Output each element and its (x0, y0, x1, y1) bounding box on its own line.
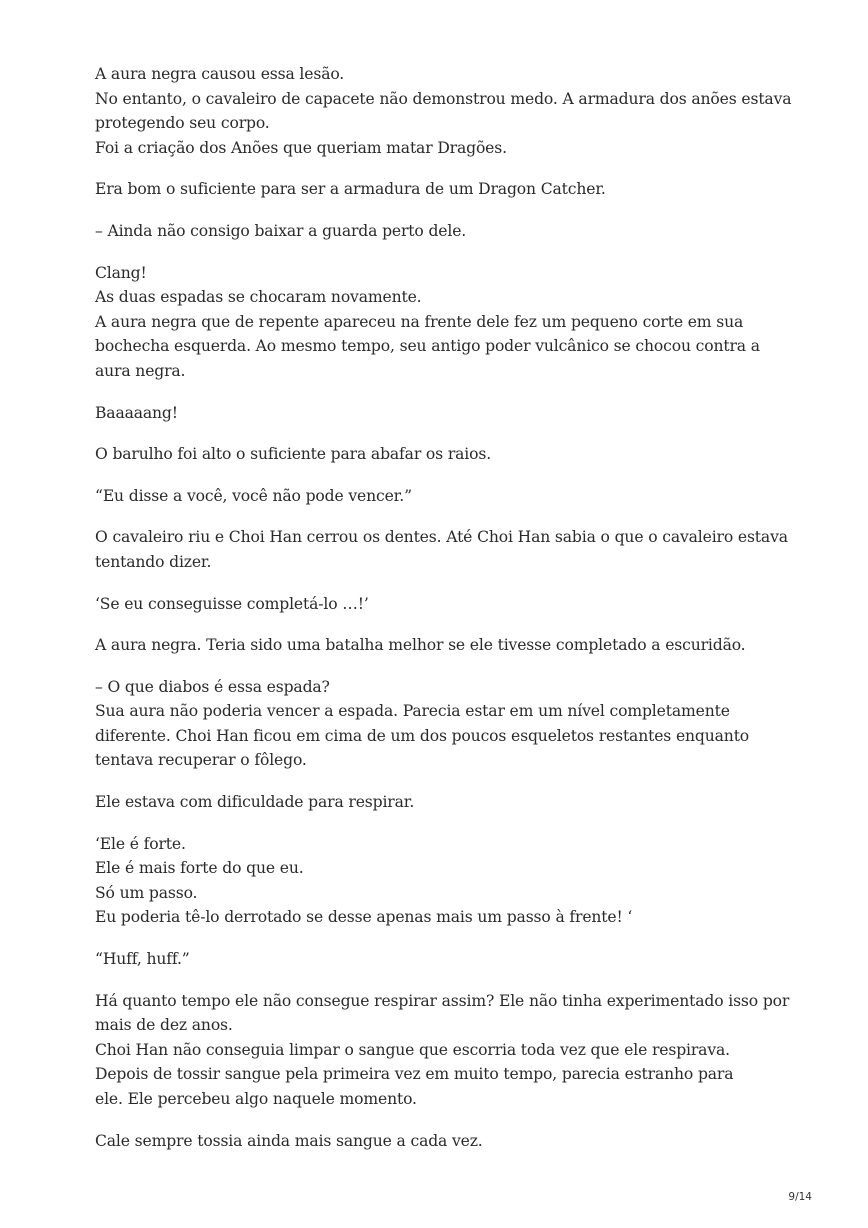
text-line: ‘Ele é forte. (95, 834, 186, 853)
text-line: Sua aura não poderia vencer a espada. Parecia estar em um nível completamente (95, 702, 730, 721)
paragraph (95, 177, 795, 202)
text-line: As duas espadas se chocaram novamente. (95, 288, 422, 307)
text-line: Clang! (95, 263, 147, 282)
paragraph (95, 484, 795, 509)
text-line: Eu poderia tê-lo derrotado se desse apenas mais um passo à frente! ‘ (95, 908, 633, 927)
text-line: “Eu disse a você, você não pode vencer.” (95, 486, 412, 505)
text-line: Ele estava com dificuldade para respirar. (95, 793, 415, 812)
paragraph (95, 525, 795, 574)
text-line: – O que diabos é essa espada? (95, 677, 330, 696)
text-line: Era bom o suficiente para ser a armadura de um Dragon Catcher. (95, 180, 606, 199)
text-line: O cavaleiro riu e Choi Han cerrou os dentes. Até Choi Han sabia o que o cavaleiro estava (95, 528, 788, 547)
text-line: A aura negra que de repente apareceu na frente dele fez um pequeno corte em sua (95, 312, 744, 331)
text-line: Choi Han não conseguia limpar o sangue que escorria toda vez que ele respirava. (95, 1040, 730, 1059)
text-line: Só um passo. (95, 883, 198, 902)
text-line: Cale sempre tossia ainda mais sangue a cada vez. (95, 1131, 483, 1150)
text-line: Ele é mais forte do que eu. (95, 859, 304, 878)
paragraph (95, 62, 795, 160)
text-line: A aura negra causou essa lesão. (95, 65, 345, 83)
paragraph (95, 219, 795, 244)
text-line: A aura negra. Teria sido uma batalha melhor se ele tivesse completado a escuridão. (95, 636, 746, 655)
text-line: aura negra. (95, 361, 186, 380)
text-line: No entanto, o cavaleiro de capacete não demonstrou medo. A armadura dos anões estava (95, 89, 792, 108)
paragraph (95, 592, 795, 617)
text-line: mais de dez anos. (95, 1016, 233, 1035)
text-line: protegendo seu corpo. (95, 114, 270, 133)
paragraph (95, 442, 795, 467)
paragraph (95, 401, 795, 426)
text-line: Foi a criação dos Anões que queriam matar Dragões. (95, 138, 507, 157)
paragraph (95, 1129, 795, 1154)
text-line: tentando dizer. (95, 552, 212, 571)
text-line: Baaaaang! (95, 403, 178, 422)
text-line: Depois de tossir sangue pela primeira vez em muito tempo, parecia estranho para (95, 1065, 734, 1084)
paragraph (95, 947, 795, 972)
text-line: “Huff, huff.” (95, 950, 190, 969)
paragraph (95, 675, 795, 773)
page-number: 9/14 (788, 1191, 812, 1203)
text-line: bochecha esquerda. Ao mesmo tempo, seu antigo poder vulcânico se chocou contra a (95, 337, 760, 356)
text-line: O barulho foi alto o suficiente para abafar os raios. (95, 445, 492, 464)
text-line: ‘Se eu conseguisse completá-lo …!’ (95, 594, 369, 613)
document-body (95, 62, 795, 1170)
paragraph (95, 261, 795, 384)
paragraph (95, 790, 795, 815)
paragraph (95, 989, 795, 1112)
paragraph (95, 832, 795, 930)
text-line: tentava recuperar o fôlego. (95, 751, 307, 770)
text-line: – Ainda não consigo baixar a guarda perto dele. (95, 221, 467, 240)
paragraph (95, 633, 795, 658)
text-line: ele. Ele percebeu algo naquele momento. (95, 1090, 417, 1108)
text-line: Há quanto tempo ele não consegue respirar assim? Ele não tinha experimentado isso por (95, 991, 790, 1010)
text-line: diferente. Choi Han ficou em cima de um dos poucos esqueletos restantes enquanto (95, 726, 750, 745)
